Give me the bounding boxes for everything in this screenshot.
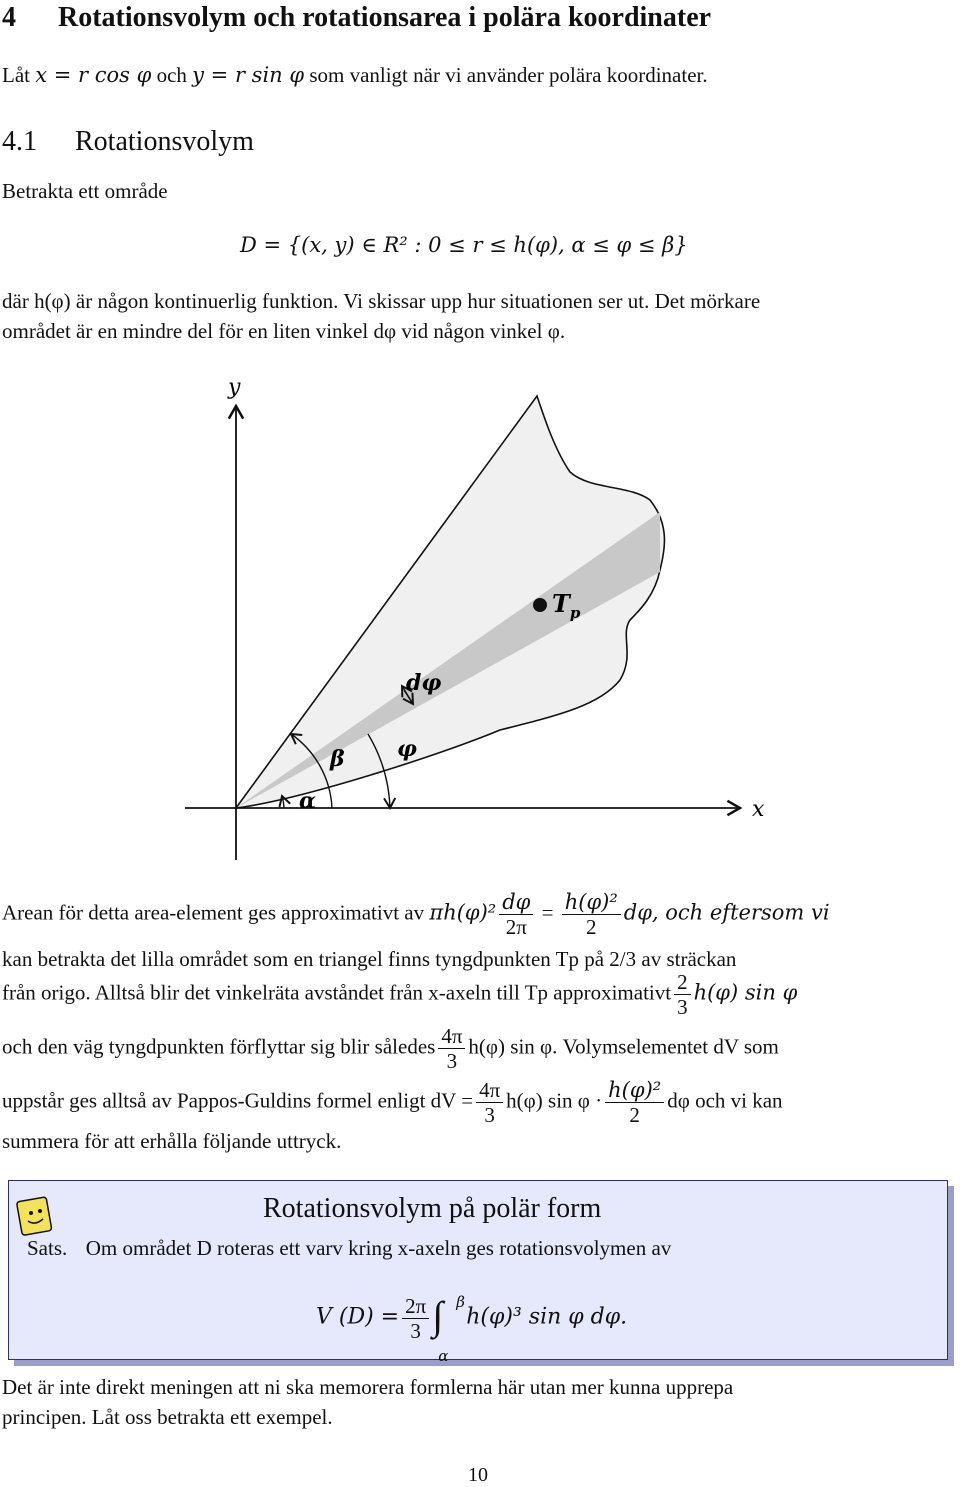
body-l5-mid: h(φ) sin φ ·	[506, 1088, 603, 1113]
frac-den: 3	[484, 1103, 495, 1127]
theorem-formula	[316, 1292, 628, 1365]
frac-den: 3	[446, 1049, 458, 1073]
body-line-4	[2, 1024, 779, 1073]
book-icon	[13, 1193, 57, 1237]
body-line-2: kan betrakta det lilla området som en triangel finns tyngdpunkten Tp på 2/3 av sträckan	[2, 947, 737, 971]
phi-label: φ	[397, 736, 417, 762]
frac-num: 4π	[438, 1024, 465, 1049]
intro-mid: och	[151, 63, 193, 87]
integral-lower: α	[438, 1346, 449, 1365]
frac-den: 3	[677, 995, 688, 1019]
body-l4-post: h(φ) sin φ. Volymselementet dV som	[468, 1034, 779, 1059]
section-heading	[2, 2, 711, 34]
intro-y-equation: y = r sin φ	[192, 63, 305, 87]
body-l3-post: h(φ) sin φ	[693, 980, 798, 1005]
description-line-1: där h(φ) är någon kontinuerlig funktion. Vi skissar upp hur situationen ser ut. Det mörkare	[2, 289, 761, 313]
section-title: Rotationsvolym och rotationsarea i polära koordinater	[58, 2, 712, 33]
formula-integrand: h(φ)³ sin φ dφ.	[466, 1304, 628, 1330]
formula-fraction	[402, 1294, 429, 1343]
frac-den: 2	[629, 1103, 640, 1127]
closing-line-1: Det är inte direkt meningen att ni ska memorera formlerna här utan mer kunna upprepa	[2, 1375, 734, 1399]
frac-num: 2	[674, 970, 691, 995]
domain-definition: D = {(x, y) ∈ R² : 0 ≤ r ≤ h(φ), α ≤ φ ≤ β}	[240, 233, 688, 257]
frac-num: 4π	[476, 1078, 503, 1103]
frac-num: dφ	[499, 890, 533, 915]
theorem-text: Om området D roteras ett varv kring x-axeln ges rotationsvolymen av	[85, 1236, 672, 1260]
intro-pre: Låt	[2, 63, 36, 87]
fraction-4pi-3-b	[476, 1078, 503, 1127]
beta-label: β	[330, 746, 345, 772]
dphi-label: dφ	[406, 670, 442, 696]
theorem-statement	[27, 1233, 671, 1263]
frac-den: 2	[586, 915, 597, 939]
body-l5-post: dφ och vi kan	[667, 1088, 783, 1113]
body-line-1	[2, 890, 830, 939]
body-l1-pre: Arean för detta area-element ges approximativt av	[2, 900, 430, 925]
body-line-5	[2, 1078, 783, 1127]
closing-line-2: principen. Låt oss betrakta ett exempel.	[2, 1405, 333, 1429]
body-l1-expr: πh(φ)²	[429, 900, 497, 925]
body-l1-post: dφ, och eftersom vi	[623, 900, 830, 925]
integral-upper: β	[456, 1292, 465, 1311]
equals: =	[536, 900, 559, 925]
body-l5-pre: uppstår ges alltså av Pappos-Guldins formel enligt dV =	[2, 1088, 474, 1113]
theorem-title: Rotationsvolym på polär form	[263, 1193, 602, 1224]
page-number: 10	[468, 1464, 488, 1486]
intro-line	[2, 60, 708, 90]
subsection-heading	[2, 126, 254, 158]
polar-region-figure	[0, 360, 960, 870]
frac-num: h(φ)²	[562, 890, 621, 915]
body-line-6: summera för att erhålla följande uttryck.	[2, 1129, 342, 1153]
frac-den: 3	[410, 1319, 421, 1343]
integral-sign: ∫	[432, 1292, 444, 1338]
body-l3-pre: från origo. Alltså blir det vinkelräta avståndet från x-axeln till Tp approximativt	[2, 980, 672, 1005]
section-number: 4	[2, 2, 16, 33]
fraction-2-3	[674, 970, 691, 1019]
subsection-number: 4.1	[2, 126, 37, 157]
intro-x-equation: x = r cos φ	[35, 63, 152, 87]
centroid-label: $T_p$	[552, 589, 581, 622]
centroid-point	[533, 598, 547, 612]
x-axis-label: x	[752, 797, 765, 822]
fraction-h2-2-b	[605, 1078, 664, 1127]
intro-post: som vanligt när vi använder polära koordinater.	[304, 63, 708, 87]
formula-lhs: V (D) =	[316, 1304, 400, 1330]
fraction-4pi-3	[438, 1024, 465, 1073]
frac-den: 2π	[505, 915, 527, 939]
frac-num: 2π	[402, 1294, 429, 1319]
y-axis-label: y	[228, 375, 241, 400]
fraction-h2-2	[562, 890, 621, 939]
body-line-3	[2, 970, 797, 1019]
integral	[432, 1292, 466, 1365]
theorem-label: Sats.	[27, 1236, 68, 1260]
consider-text: Betrakta ett område	[2, 179, 168, 203]
frac-num: h(φ)²	[605, 1078, 664, 1103]
subsection-title: Rotationsvolym	[75, 126, 254, 157]
alpha-label: α	[299, 788, 316, 814]
body-l4-pre: och den väg tyngdpunkten förflyttar sig blir således	[2, 1034, 436, 1059]
description-line-2: området är en mindre del för en liten vinkel dφ vid någon vinkel φ.	[2, 319, 566, 343]
fraction-dphi-2pi	[499, 890, 533, 939]
